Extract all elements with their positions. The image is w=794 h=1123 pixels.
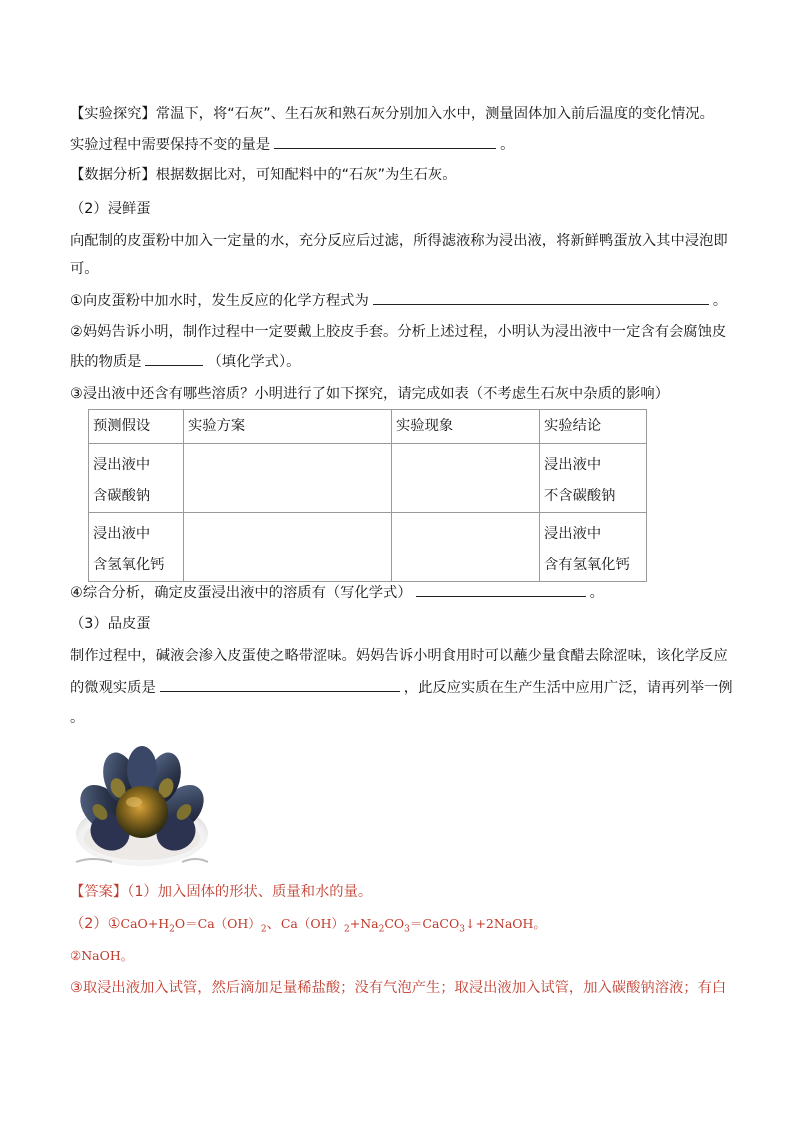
table-cell-plan[interactable] <box>184 513 392 582</box>
table-header-cell: 实验现象 <box>392 410 540 444</box>
answer-blank[interactable] <box>145 351 203 366</box>
paragraph-soak-line1: 向配制的皮蛋粉中加入一定量的水，充分反应后过滤，所得滤液称为浸出液，将新鲜鸭蛋放入其中浸泡即 <box>70 233 728 249</box>
answer-line-2: $(2)①CaO+H_2O=Ca(OH)_2$、$Ca(OH)_2+Na_2CO_3=CaCO_3↓+2NaOH$。 <box>70 916 546 935</box>
paragraph-data-analysis: 【数据分析】根据数据比对，可知配料中的“石灰”为生石灰。 <box>70 167 457 183</box>
table-header-cell: 实验结论 <box>540 410 647 444</box>
answer-line-4: ③取浸出液加入试管，然后滴加足量稀盐酸；没有气泡产生；取浸出液加入试管，加入碳酸钠溶液；有白 <box>70 980 727 996</box>
century-egg-image <box>72 744 210 868</box>
table-cell-phenomenon[interactable] <box>392 444 540 513</box>
table-cell-conclusion: 浸出液中 含有氢氧化钙 <box>540 513 647 582</box>
section-heading-2: （2）浸鲜蛋 <box>70 201 151 217</box>
table-cell-hypothesis: 浸出液中 含碳酸钠 <box>89 444 184 513</box>
answer-line-3: ②NaOH。 <box>70 948 134 963</box>
table-header-cell: 预测假设 <box>89 410 184 444</box>
table-header-cell: 实验方案 <box>184 410 392 444</box>
answer-blank[interactable] <box>416 582 586 597</box>
question-constant-quantity: 实验过程中需要保持不变的量是 。 <box>70 134 514 155</box>
section-heading-3: （3）品皮蛋 <box>70 616 151 632</box>
paragraph-taste-line3: 。 <box>70 710 85 726</box>
question-1: ①向皮蛋粉中加水时，发生反应的化学方程式为 。 <box>70 290 727 311</box>
question-4: ④综合分析，确定皮蛋浸出液中的溶质有（写化学式） 。 <box>70 582 604 603</box>
paragraph-soak-line2: 可。 <box>70 261 99 277</box>
table-cell-phenomenon[interactable] <box>392 513 540 582</box>
table-cell-conclusion: 浸出液中 不含碳酸钠 <box>540 444 647 513</box>
table-header-row <box>89 410 647 444</box>
question-3: ③浸出液中还含有哪些溶质？小明进行了如下探究，请完成如表（不考虑生石灰中杂质的影响） <box>70 386 669 402</box>
table-cell-hypothesis: 浸出液中 含氢氧化钙 <box>89 513 184 582</box>
paragraph-taste-line2: 的微观实质是 ，此反应实质在生产生活中应用广泛，请再列举一例 <box>70 677 733 698</box>
answer-blank[interactable] <box>160 677 400 692</box>
answer-blank[interactable] <box>274 134 496 149</box>
table-cell-plan[interactable] <box>184 444 392 513</box>
inquiry-table <box>88 409 647 582</box>
paragraph-experiment-inquiry: 【实验探究】常温下，将“石灰”、生石灰和熟石灰分别加入水中，测量固体加入前后温度的变化情况。 <box>70 106 714 122</box>
table-row <box>89 444 647 513</box>
question-2-line1: ②妈妈告诉小明，制作过程中一定要戴上胶皮手套。分析上述过程，小明认为浸出液中一定含有会腐蚀皮 <box>70 324 727 340</box>
answer-line-1: 【答案】（1）加入固体的形状、质量和水的量。 <box>70 884 373 900</box>
question-2-line2: 肤的物质是 （填化学式）。 <box>70 351 300 372</box>
table-row <box>89 513 647 582</box>
answer-blank[interactable] <box>373 290 709 305</box>
paragraph-taste-line1: 制作过程中，碱液会渗入皮蛋使之略带涩味。妈妈告诉小明食用时可以蘸少量食醋去除涩味，该化学反应 <box>70 648 728 664</box>
